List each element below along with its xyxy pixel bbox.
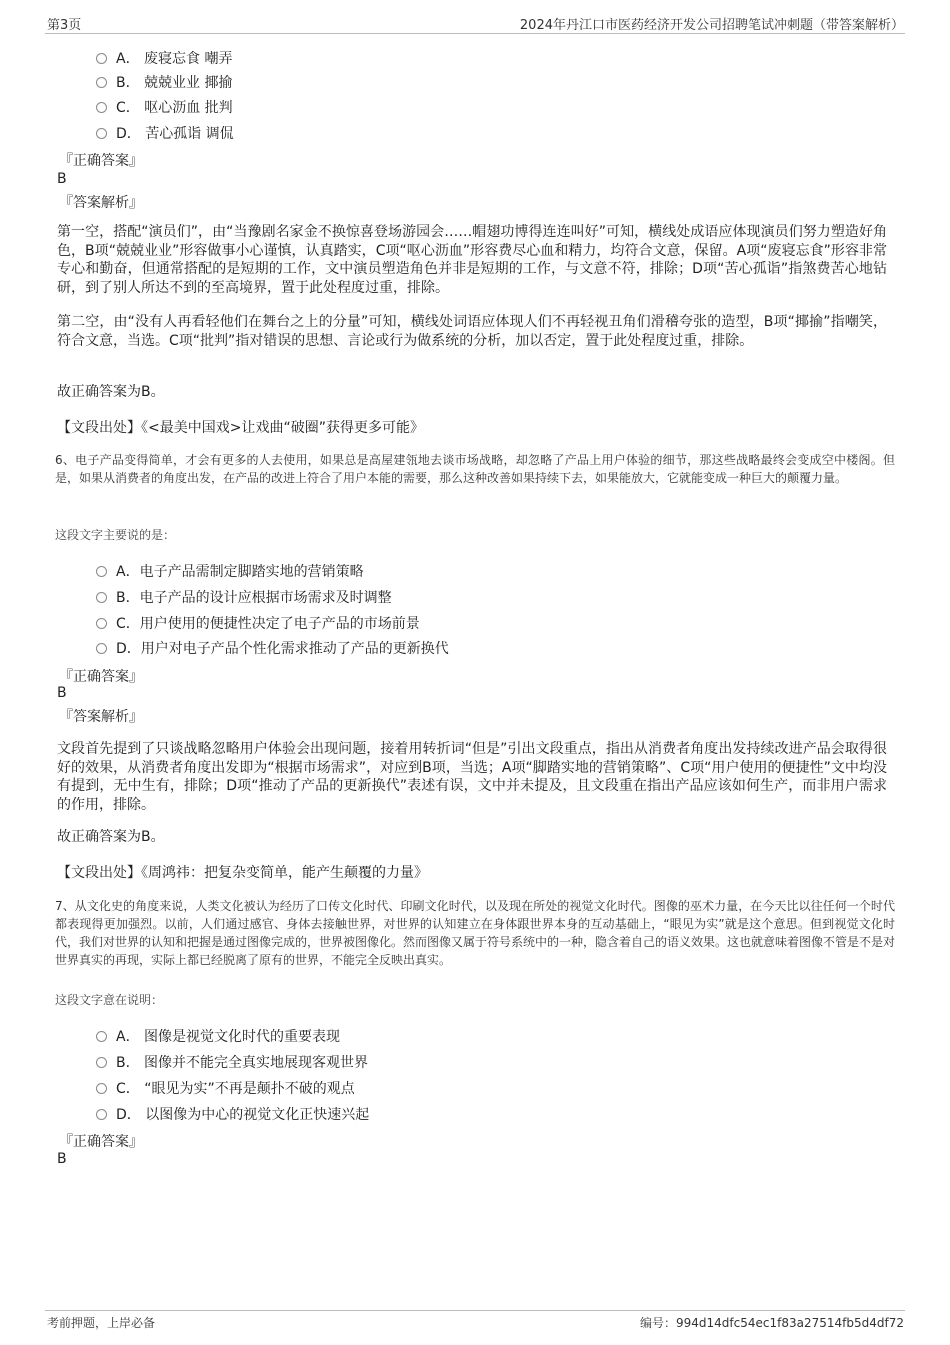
radio-icon[interactable] [96,128,107,139]
document-title: 2024年丹江口市医药经济开发公司招聘笔试冲刺题（带答案解析） [519,18,904,33]
q7-option-b[interactable]: B． 图像并不能完全真实地展现客观世界 [96,1052,368,1072]
q5-analysis-label: 『答案解析』 [59,195,143,211]
q5-analysis-paragraph-2: 第二空，由“没有人再看轻他们在舞台之上的分量”可知，横线处词语应体现人们不再轻视丑角们滑稽夸张的造型，B项“揶揄”指嘲笑，符合文意，当选。C项“批判”指对错误的思想、言论或行为做系统的分析，加以否定，置于此处程度过重，排除。 [57,314,887,349]
q6-analysis-label: 『答案解析』 [59,709,143,725]
q6-option-a[interactable]: A．电子产品需制定脚踏实地的营销策略 [96,561,364,581]
q7-option-a[interactable]: A． 图像是视觉文化时代的重要表现 [96,1026,340,1046]
radio-icon[interactable] [96,1109,107,1120]
document-serial: 编号：994d14dfc54ec1f83a27514fb5d4df72 [640,1316,904,1330]
q5-source: 【文段出处】《<最美中国戏>让戏曲“破圈”获得更多可能》 [57,420,424,436]
q6-conclusion: 故正确答案为B。 [57,829,165,845]
q5-option-c[interactable]: C． 呕心沥血 批判 [96,97,233,117]
q5-answer: B [57,171,67,187]
page-number: 第3页 [47,18,82,33]
q6-passage: 6、电子产品变得简单，才会有更多的人去使用，如果总是高屋建瓴地去谈市场战略，却忽略了产品上用户体验的细节，那这些战略最终会变成空中楼阁。但是，如果从消费者的角度出发，在产品的改进上符合了用户本能的需要，那么这种改善如果持续下去，如果能放大，它就能变成一种巨大的颠覆力量。 [55,453,895,485]
radio-icon[interactable] [96,566,107,577]
q5-option-d[interactable]: D． 苦心孤诣 调侃 [96,123,234,143]
q6-source: 【文段出处】《周鸿祎：把复杂变简单，能产生颠覆的力量》 [57,865,428,881]
q5-answer-label: 『正确答案』 [59,153,143,169]
radio-icon[interactable] [96,53,107,64]
q7-answer-label: 『正确答案』 [59,1134,143,1150]
q5-option-b[interactable]: B． 兢兢业业 揶揄 [96,72,233,92]
radio-icon[interactable] [96,643,107,654]
header-divider [45,33,905,34]
q5-conclusion: 故正确答案为B。 [57,384,165,400]
footer-divider [45,1310,905,1311]
q6-option-b[interactable]: B．电子产品的设计应根据市场需求及时调整 [96,587,392,607]
q6-option-d[interactable]: D．用户对电子产品个性化需求推动了产品的更新换代 [96,638,449,658]
radio-icon[interactable] [96,1031,107,1042]
radio-icon[interactable] [96,102,107,113]
q6-answer: B [57,685,67,701]
radio-icon[interactable] [96,592,107,603]
q5-option-a[interactable]: A． 废寝忘食 嘲弄 [96,48,232,68]
radio-icon[interactable] [96,1057,107,1068]
footer-slogan: 考前押题，上岸必备 [47,1316,156,1330]
q6-analysis-paragraph: 文段首先提到了只谈战略忽略用户体验会出现问题，接着用转折词“但是”引出文段重点，指出从消费者角度出发持续改进产品会取得很好的效果，从消费者角度出发即为“根据市场需求”，对应到B项，当选；A项“脚踏实地的营销策略”、C项“用户使用的便捷性”文中均没有提到，无中生有，排除；D项“推动了产品的更新换代”表述有误，文中并未提及，且文段重在指出产品应该如何生产，而非用户需求的作用，排除。 [57,741,887,813]
radio-icon[interactable] [96,1083,107,1094]
q7-stem: 这段文字意在说明： [55,993,164,1007]
radio-icon[interactable] [96,77,107,88]
q5-analysis-paragraph-1: 第一空，搭配“演员们”，由“当豫剧名家金不换惊喜登场游园会……帽翅功博得连连叫好”可知，横线处成语应体现演员们努力塑造好角色，B项“兢兢业业”形容做事小心谨慎，认真踏实，C项“呕心沥血”形容费尽心血和精力，均符合文意，保留。A项“废寝忘食”形容非常专心和勤奋，但通常搭配的是短期的工作，文中演员塑造角色并非是短期的工作，与文意不符，排除；D项“苦心孤诣”指煞费苦心地钻研，到了别人所达不到的至高境界，置于此处程度过重，排除。 [57,224,887,296]
q6-stem: 这段文字主要说的是： [55,528,176,542]
q6-option-c[interactable]: C．用户使用的便捷性决定了电子产品的市场前景 [96,613,420,633]
radio-icon[interactable] [96,618,107,629]
q7-passage: 7、从文化史的角度来说，人类文化被认为经历了口传文化时代、印刷文化时代，以及现在所处的视觉文化时代。图像的巫术力量，在今天比以往任何一个时代都表现得更加强烈。以前，人们通过感官、身体去接触世界，对世界的认知建立在身体跟世界本身的互动基础上，“眼见为实”就是这个意思。但到视觉文化时代，我们对世界的认知和把握是通过图像完成的，世界被图像化。然而图像又属于符号系统中的一种，隐含着自己的语义效果。这也就意味着图像不管是不是对世界真实的再现，实际上都已经脱离了原有的世界，不能完全反映出真实。 [55,899,896,967]
q7-answer: B [57,1151,67,1167]
q7-option-c[interactable]: C． “眼见为实”不再是颠扑不破的观点 [96,1078,355,1098]
q7-option-d[interactable]: D． 以图像为中心的视觉文化正快速兴起 [96,1104,369,1124]
q6-answer-label: 『正确答案』 [59,669,143,685]
